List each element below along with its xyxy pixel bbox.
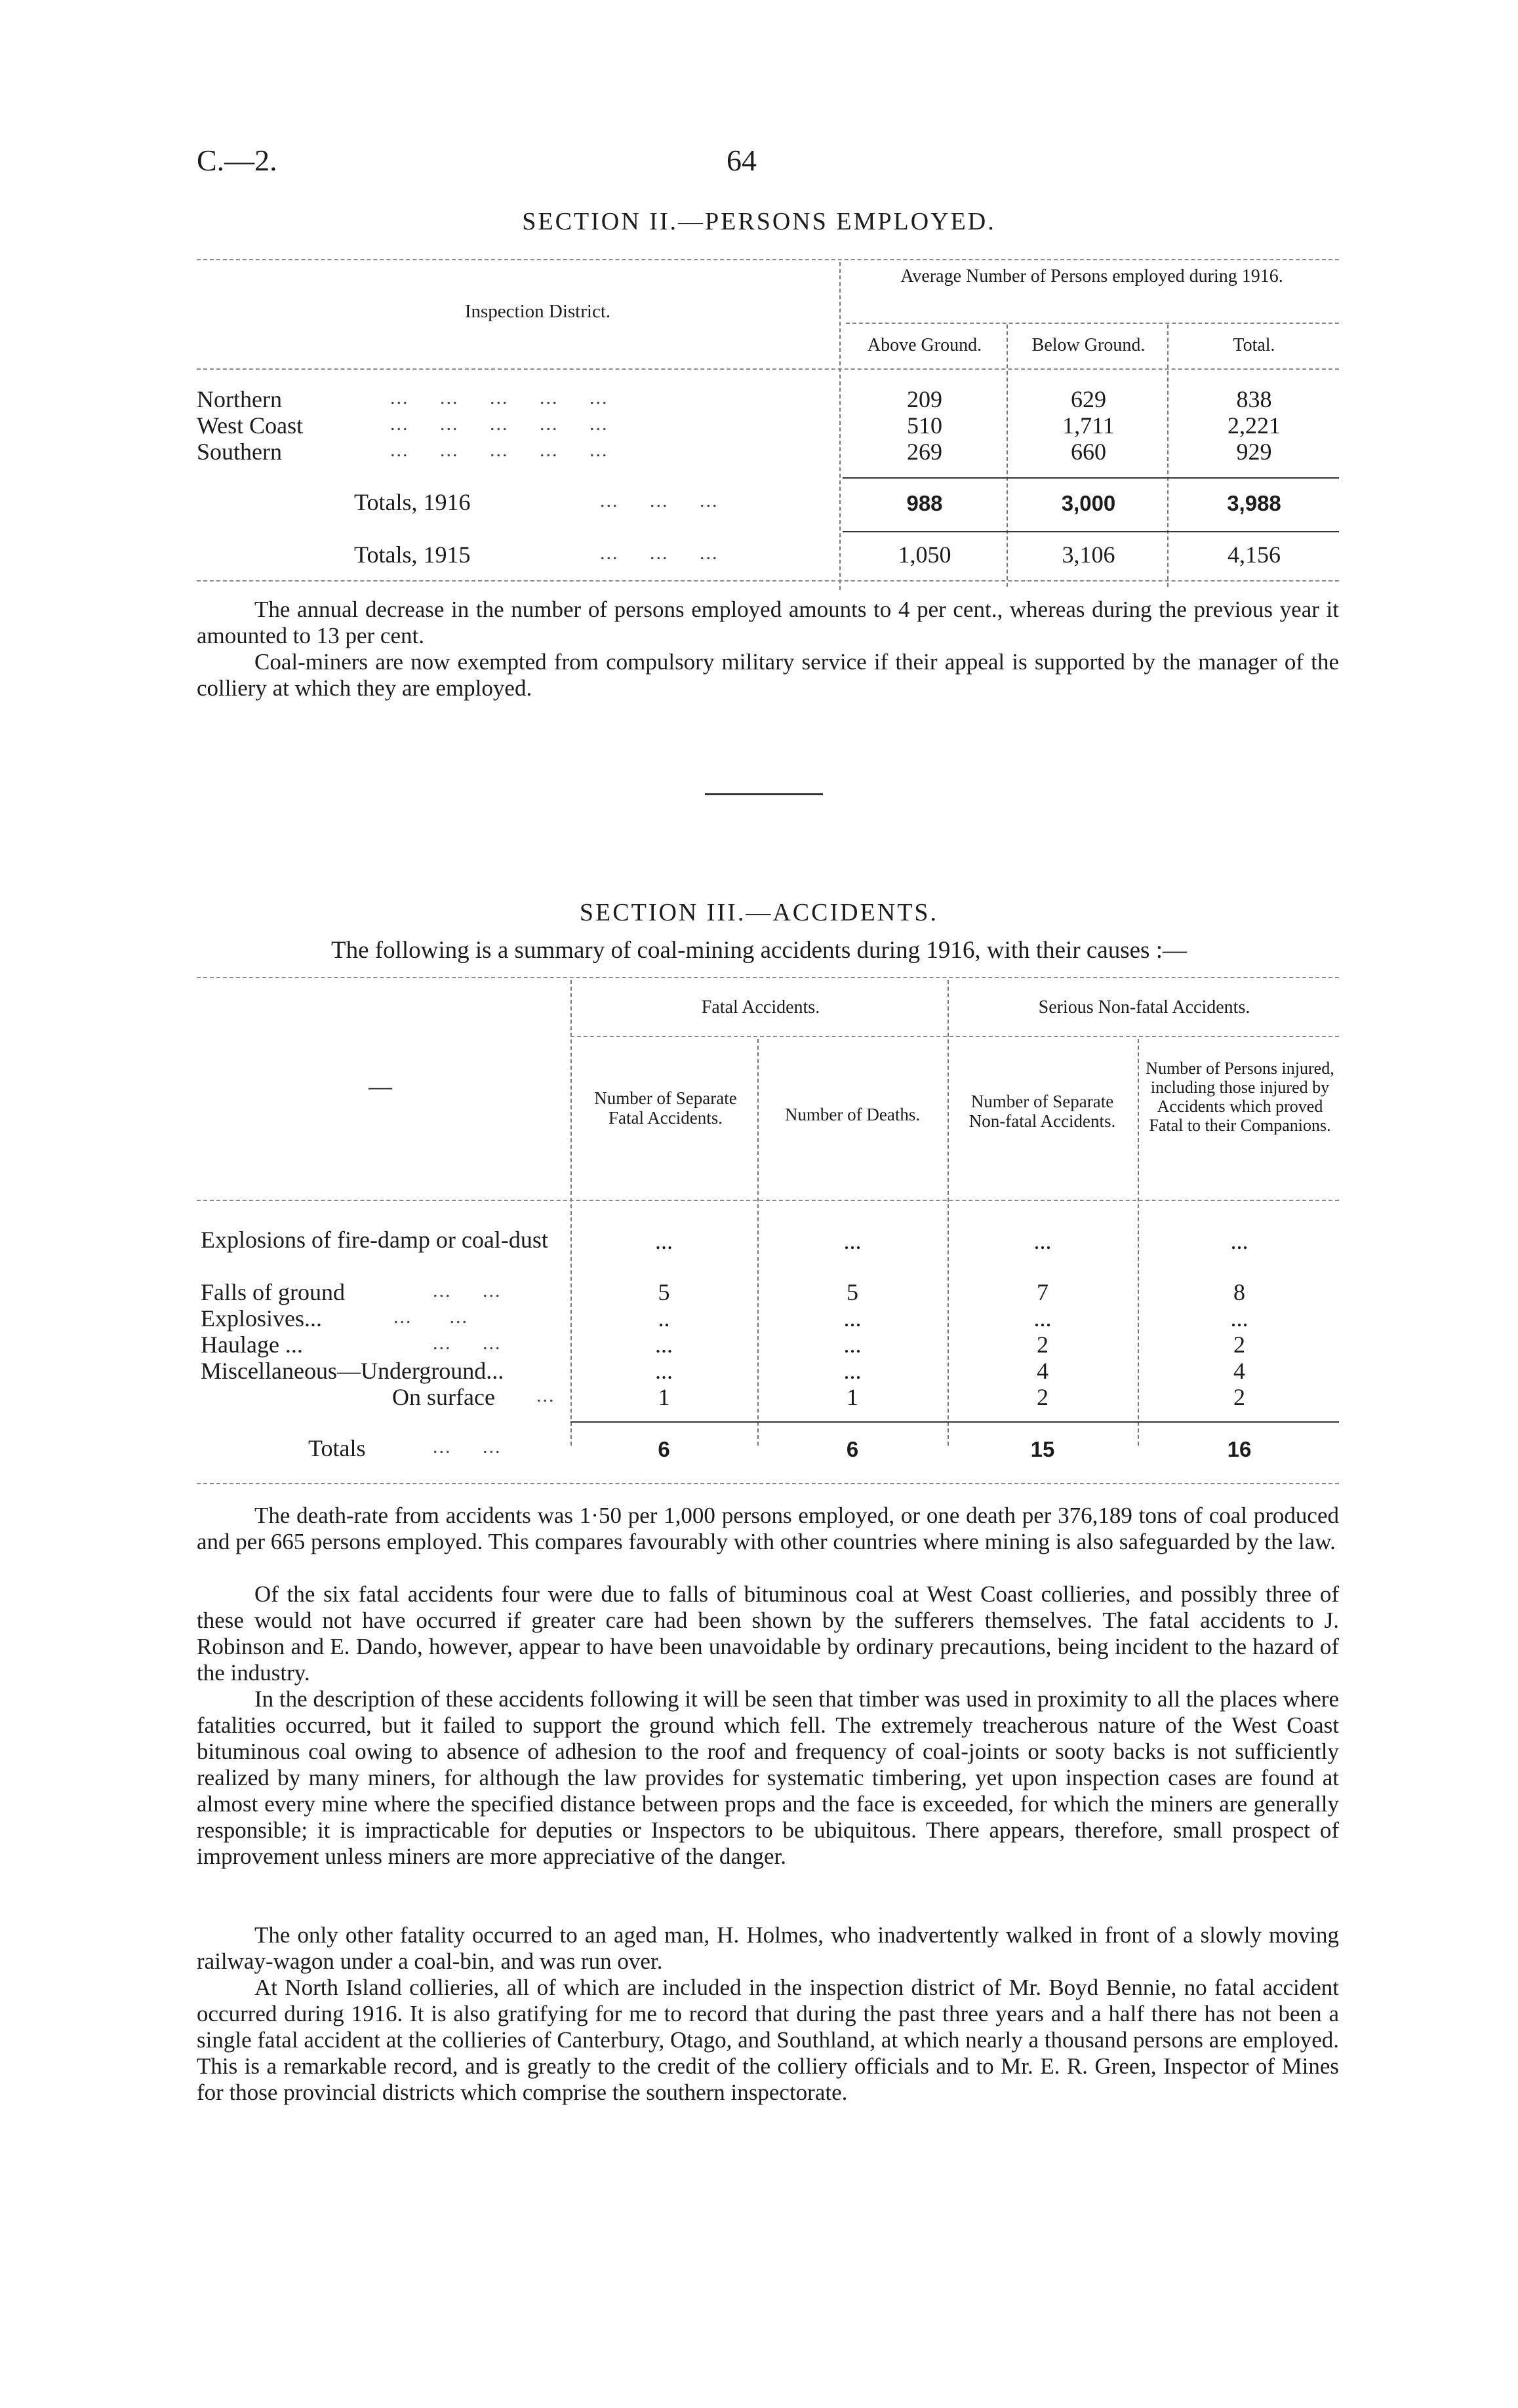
section-3-paragraph: Of the six fatal accidents four were due to falls of bituminous coal at West Coast collieries, and possibly three of these would not have occurred if greater care had been shown by the sufferers themselves. The fatal accidents to J. Robinson and E. Dando, however, appear to have been unavoidable by ordinary precautions, being incident to the hazard of the industry.	[197, 1581, 1339, 1686]
col-group-fatal: Fatal Accidents.	[701, 997, 820, 1017]
section-3-paragraph: The death-rate from accidents was 1·50 per 1,000 persons employed, or one death per 376,189 tons of coal produced and per 665 persons employed. This compares favourably with other countries where mining is also safeguarded by the law.	[197, 1503, 1339, 1554]
col-header-cause: —	[369, 1073, 392, 1099]
section-3-paragraph: At North Island collieries, all of which are included in the inspection district of Mr. Boyd Bennie, no fatal accident occurred during 1916. It is also gratifying for me to record that during the past three years and a half there has not been a single fatal accident at the collieries of Canterbury, Otago, and Southland, at which nearly a thousand persons are employed. This is a remarkable record, and is greatly to the credit of the colliery officials and to Mr. E. R. Green, Inspector of Mines for those provincial districts which comprise the southern inspectorate.	[197, 1975, 1339, 2105]
col-header-total: Total.	[1233, 335, 1275, 355]
section-3-lead: The following is a summary of coal-mining accidents during 1916, with their causes :—	[331, 937, 1187, 964]
col-group-nonfatal: Serious Non-fatal Accidents.	[1038, 997, 1250, 1017]
col-header-separate-fatal: Number of Separate Fatal Accidents.	[594, 1088, 737, 1128]
section-divider	[705, 793, 823, 795]
col-header-below: Below Ground.	[1031, 335, 1146, 355]
col-header-above: Above Ground.	[867, 335, 982, 355]
page-number: 64	[727, 144, 757, 177]
col-header-group: Average Number of Persons employed during 1916.	[900, 266, 1283, 286]
col-header-district: Inspection District.	[464, 301, 611, 322]
document-reference: C.—2.	[197, 144, 277, 177]
section-3-paragraph: In the description of these accidents following it will be seen that timber was used in proximity to all the places where fatalities occurred, but it failed to support the ground which fell. The extremely treacherous nature of the West Coast bituminous coal owing to absence of adhesion to the roof and frequency of coal-joints or sooty backs is not sufficiently realized by many miners, for although the law provides for systematic timbering, yet upon inspection cases are found at almost every mine where the specified distance between props and the face is exceeded, for which the miners are generally responsible; it is impracticable for deputies or Inspectors to be ubiquitous. There appears, therefore, small prospect of improvement unless miners are more appreciative of the danger.	[197, 1686, 1339, 1869]
col-header-separate-nonfatal: Number of Separate Non-fatal Accidents.	[969, 1092, 1116, 1131]
section-2-paragraph: The annual decrease in the number of persons employed amounts to 4 per cent., whereas during the previous year it amounted to 13 per cent.	[197, 597, 1339, 648]
section-2-title: SECTION II.—PERSONS EMPLOYED.	[522, 208, 996, 235]
col-header-deaths: Number of Deaths.	[784, 1105, 921, 1124]
section-3-paragraph: The only other fatality occurred to an aged man, H. Holmes, who inadvertently walked in front of a slowly moving railway-wagon under a coal-bin, and was run over.	[197, 1922, 1339, 1974]
col-header-injured: Number of Persons injured, including those injured by Accidents which proved Fatal to their Companions.	[1146, 1059, 1334, 1135]
section-3-title: SECTION III.—ACCIDENTS.	[579, 899, 939, 926]
section-2-paragraph: Coal-miners are now exempted from compulsory military service if their appeal is supported by the manager of the colliery at which they are employed.	[197, 649, 1339, 701]
